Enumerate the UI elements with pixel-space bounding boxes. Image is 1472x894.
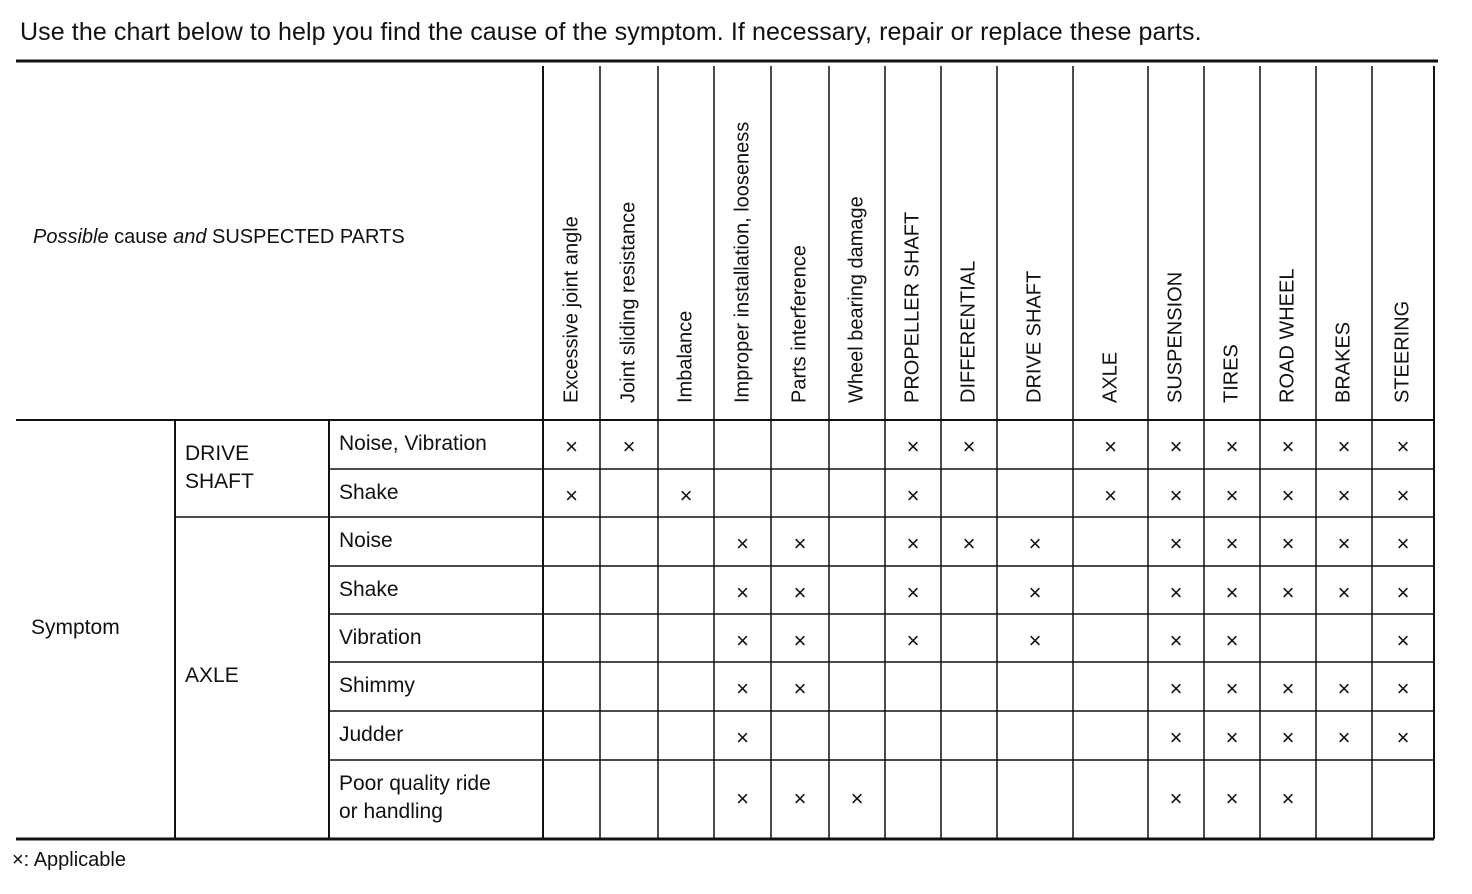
applicable-mark: × xyxy=(1281,434,1295,459)
row-label-text: or handling xyxy=(339,800,443,823)
applicable-mark: × xyxy=(906,531,920,556)
column-header-label: DRIVE SHAFT xyxy=(1023,270,1046,403)
applicable-mark: × xyxy=(793,628,807,653)
applicable-mark: × xyxy=(1225,531,1239,556)
applicable-mark: × xyxy=(565,434,578,459)
row-label-text: Shake xyxy=(339,481,399,504)
row-label xyxy=(339,527,393,555)
applicable-mark: × xyxy=(793,580,807,605)
row-label-text: Judder xyxy=(339,723,404,746)
applicable-mark: × xyxy=(736,676,749,701)
applicable-mark: × xyxy=(793,786,807,811)
applicable-mark: × xyxy=(736,786,749,811)
row-label-text: Shimmy xyxy=(339,674,415,697)
column-header-label: Parts interference xyxy=(788,245,811,403)
symptom-label: Symptom xyxy=(31,616,120,639)
column-header xyxy=(1073,66,1148,418)
applicable-mark: × xyxy=(962,434,976,459)
applicable-mark: × xyxy=(1396,531,1410,556)
column-header-label: Improper installation, looseness xyxy=(731,121,753,403)
applicable-mark: × xyxy=(1396,628,1410,653)
applicable-mark: × xyxy=(622,434,636,459)
column-header-label: Joint sliding resistance xyxy=(617,201,640,403)
column-header-label: DIFFERENTIAL xyxy=(957,260,980,403)
applicable-mark: × xyxy=(736,628,749,653)
applicable-mark: × xyxy=(1337,483,1351,508)
applicable-mark: × xyxy=(793,676,807,701)
applicable-mark: × xyxy=(1028,628,1042,653)
applicable-mark: × xyxy=(962,531,976,556)
group-label-axle: AXLE xyxy=(185,664,239,687)
column-header-label: PROPELLER SHAFT xyxy=(901,211,924,403)
row-label-text: Noise, Vibration xyxy=(339,432,487,455)
column-header xyxy=(600,66,658,418)
applicable-mark: × xyxy=(1396,434,1410,459)
column-header xyxy=(885,66,941,418)
column-header xyxy=(714,66,771,418)
applicable-mark: × xyxy=(1169,483,1183,508)
column-header-label: TIRES xyxy=(1220,344,1243,403)
applicable-mark: × xyxy=(1281,531,1295,556)
row-label-text: Shake xyxy=(339,578,399,601)
applicable-mark: × xyxy=(736,725,749,750)
legend: ×: Applicable xyxy=(12,849,126,871)
column-header xyxy=(997,66,1073,418)
applicable-mark: × xyxy=(565,483,578,508)
column-header-label: SUSPENSION xyxy=(1164,271,1187,403)
applicable-mark: × xyxy=(906,434,920,459)
column-header-label: BRAKES xyxy=(1332,321,1355,403)
applicable-mark: × xyxy=(1225,628,1239,653)
applicable-mark: × xyxy=(1281,676,1295,701)
applicable-mark: × xyxy=(1337,725,1351,750)
applicable-mark: × xyxy=(1169,580,1183,605)
row-label xyxy=(339,721,403,749)
applicable-mark: × xyxy=(906,628,920,653)
applicable-mark: × xyxy=(1281,483,1295,508)
applicable-mark: × xyxy=(1337,531,1351,556)
row-label-text: Poor quality ride xyxy=(339,772,491,795)
column-header xyxy=(771,66,829,418)
applicable-mark: × xyxy=(1225,580,1239,605)
applicable-mark: × xyxy=(906,580,920,605)
applicable-mark: × xyxy=(1225,786,1239,811)
applicable-mark: × xyxy=(1396,580,1410,605)
column-header xyxy=(1204,66,1260,418)
intro-text: Use the chart below to help you find the cause of the symptom. If necessary, repair or replace these parts. xyxy=(20,18,1202,46)
applicable-mark: × xyxy=(1396,483,1410,508)
applicable-mark: × xyxy=(1225,434,1239,459)
column-header xyxy=(1260,66,1316,418)
column-header-label: Imbalance xyxy=(674,310,697,403)
column-header xyxy=(543,66,600,418)
column-header-label: AXLE xyxy=(1099,351,1121,403)
column-header xyxy=(658,66,714,418)
applicable-mark: × xyxy=(1169,434,1183,459)
applicable-mark: × xyxy=(1028,531,1042,556)
applicable-mark: × xyxy=(1028,580,1042,605)
row-label xyxy=(339,624,422,652)
applicable-mark: × xyxy=(1281,786,1295,811)
column-header-label: Wheel bearing damage xyxy=(845,196,868,403)
applicable-mark: × xyxy=(1225,725,1239,750)
column-header xyxy=(1148,66,1204,418)
column-header-label: ROAD WHEEL xyxy=(1276,268,1299,403)
applicable-mark: × xyxy=(1337,676,1351,701)
row-label-text: Noise xyxy=(339,529,393,552)
applicable-mark: × xyxy=(679,483,693,508)
applicable-mark: × xyxy=(906,483,920,508)
column-header xyxy=(829,66,885,418)
applicable-mark: × xyxy=(736,580,749,605)
applicable-mark: × xyxy=(1169,531,1183,556)
column-header xyxy=(1372,66,1434,418)
row-label xyxy=(339,430,487,458)
applicable-mark: × xyxy=(1281,725,1295,750)
applicable-mark: × xyxy=(1337,434,1351,459)
column-header xyxy=(1316,66,1372,418)
applicable-mark: × xyxy=(850,786,864,811)
applicable-mark: × xyxy=(1169,676,1183,701)
group-label-drive-shaft: DRIVE SHAFT xyxy=(185,442,254,493)
row-label-text: Vibration xyxy=(339,626,422,649)
applicable-mark: × xyxy=(1281,580,1295,605)
applicable-mark: × xyxy=(793,531,807,556)
applicable-mark: × xyxy=(1396,676,1410,701)
applicable-mark: × xyxy=(1225,676,1239,701)
column-header-label: STEERING xyxy=(1391,300,1414,403)
applicable-mark: × xyxy=(1337,580,1351,605)
row-label xyxy=(339,770,491,826)
applicable-mark: × xyxy=(1169,628,1183,653)
applicable-mark: × xyxy=(1104,434,1117,459)
applicable-mark: × xyxy=(1169,725,1183,750)
row-label xyxy=(339,672,415,700)
applicable-mark: × xyxy=(1169,786,1183,811)
applicable-mark: × xyxy=(1225,483,1239,508)
column-header xyxy=(941,66,997,418)
applicable-mark: × xyxy=(736,531,749,556)
header-corner-label: Possible cause and SUSPECTED PARTS xyxy=(33,226,405,248)
applicable-mark: × xyxy=(1104,483,1117,508)
row-label xyxy=(339,576,399,604)
column-header-label: Excessive joint angle xyxy=(560,216,582,403)
applicable-mark: × xyxy=(1396,725,1410,750)
row-label xyxy=(339,479,399,507)
